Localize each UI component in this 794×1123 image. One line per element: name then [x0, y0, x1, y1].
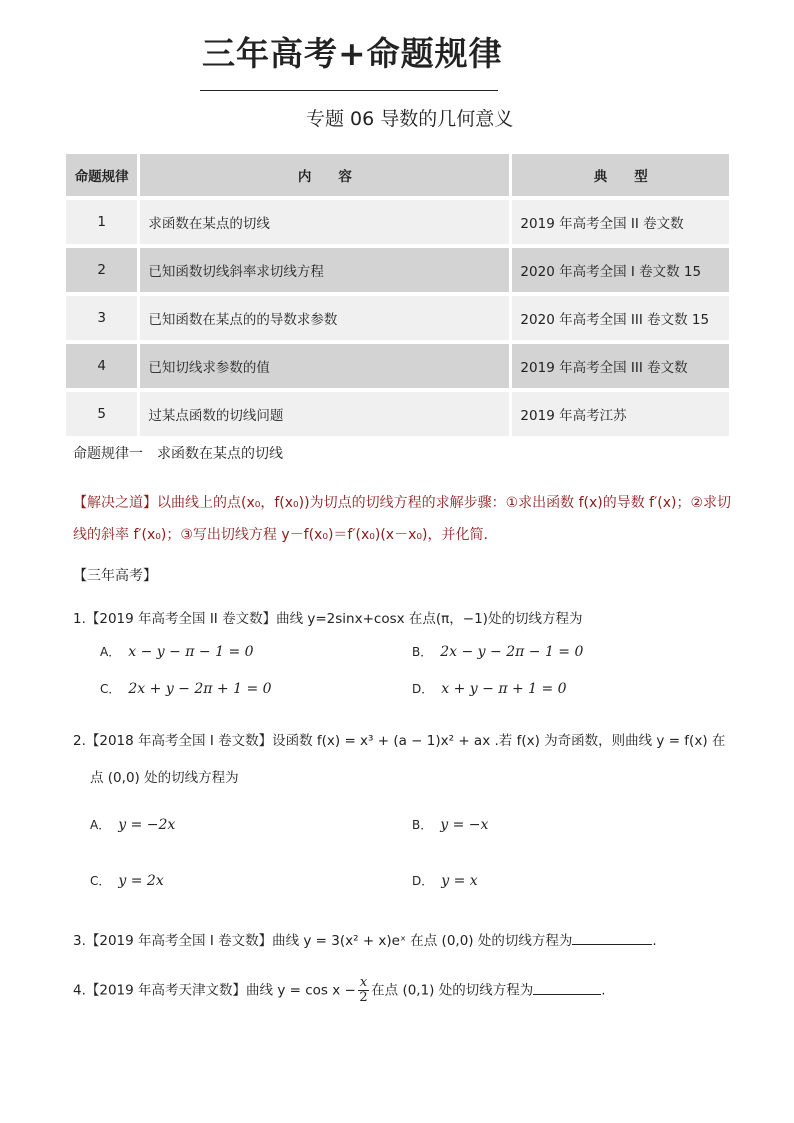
option-label: D．: [412, 682, 434, 696]
rule-number: 5: [66, 392, 137, 436]
option-label: B．: [412, 645, 433, 659]
rule-example: 2019 年高考全国 II 卷文数: [509, 200, 729, 244]
question-3-text: 3.【2019 年高考全国 I 卷文数】曲线 y = 3(x² + x)eˣ 在点 (0,0) 处的切线方程为: [73, 933, 573, 949]
option-value: y = −x: [440, 817, 489, 833]
rule-example: 2019 年高考全国 III 卷文数: [509, 344, 729, 388]
fraction-x-over-2: [358, 976, 369, 1005]
question-1-stem: 1.【2019 年高考全国 II 卷文数】曲线 y=2sinx+cosx 在点(π，−1)处的切线方程为: [73, 611, 583, 627]
table-row: [66, 200, 729, 244]
table-row: [66, 248, 729, 292]
question-2-option-a: [90, 816, 175, 833]
header-cell-content: 内 容: [137, 154, 509, 196]
option-value: y = −2x: [118, 817, 176, 833]
three-year-heading: 【三年高考】: [73, 568, 157, 584]
question-3-period: .: [652, 933, 657, 949]
question-2-stem-continued: 点 (0,0) 处的切线方程为: [90, 770, 239, 786]
rule-number: 3: [66, 296, 137, 340]
rule-number: 2: [66, 248, 137, 292]
question-2-option-c: [90, 872, 164, 889]
rule-number: 1: [66, 200, 137, 244]
option-label: A．: [100, 645, 121, 659]
question-2-option-d: [412, 872, 478, 889]
rule-example: 2020 年高考全国 III 卷文数 15: [509, 296, 729, 340]
table-header-row: [66, 154, 729, 196]
method-line-2: 线的斜率 f′(x₀)；③写出切线方程 y－f(x₀)＝f′(x₀)(x－x₀)，并化简．: [73, 527, 498, 543]
rule-content: 过某点函数的切线问题: [137, 392, 509, 436]
solution-method: [73, 487, 733, 551]
rule-number: 4: [66, 344, 137, 388]
option-label: C．: [100, 682, 121, 696]
question-4-period: .: [601, 982, 606, 999]
answer-blank[interactable]: [572, 932, 652, 945]
table-row: [66, 344, 729, 388]
question-1-option-b: [412, 643, 583, 660]
rules-table: [66, 150, 729, 440]
fraction-numerator: x: [359, 975, 368, 990]
question-4-stem: [73, 976, 606, 1005]
title-divider: [200, 90, 498, 91]
option-value: y = x: [441, 873, 478, 889]
option-label: A．: [90, 818, 111, 832]
option-value: x + y − π + 1 = 0: [441, 681, 567, 697]
topic-subtitle: 专题 06 导数的几何意义: [306, 108, 514, 130]
rule-example: 2019 年高考江苏: [509, 392, 729, 436]
method-line-1: 【解决之道】以曲线上的点(x₀，f(x₀))为切点的切线方程的求解步骤：①求出函数 f(x)的导数 f′(x)；②求切: [73, 495, 732, 511]
question-4-text-before: 4.【2019 年高考天津文数】曲线 y = cos x −: [73, 982, 356, 999]
rule-content: 已知切线求参数的值: [137, 344, 509, 388]
option-label: C．: [90, 874, 111, 888]
question-2-option-b: [412, 816, 488, 833]
question-1-option-a: [100, 643, 254, 660]
option-value: 2x − y − 2π − 1 = 0: [440, 644, 584, 660]
rule-content: 已知函数在某点的的导数求参数: [137, 296, 509, 340]
rule-content: 求函数在某点的切线: [137, 200, 509, 244]
table-row: [66, 392, 729, 436]
question-3-stem: [73, 929, 657, 949]
question-4-text-after: 在点 (0,1) 处的切线方程为: [371, 982, 534, 999]
header-cell-example: 典 型: [509, 154, 729, 196]
fraction-denominator: 2: [359, 990, 368, 1005]
answer-blank[interactable]: [533, 982, 601, 995]
section-heading: 命题规律一 求函数在某点的切线: [73, 446, 283, 462]
option-value: x − y − π − 1 = 0: [128, 644, 254, 660]
rule-content: 已知函数切线斜率求切线方程: [137, 248, 509, 292]
header-cell-rule: 命题规律: [66, 154, 137, 196]
question-2-stem: 2.【2018 年高考全国 I 卷文数】设函数 f(x) = x³ + (a − 1)x² + ax .若 f(x) 为奇函数，则曲线 y = f(x) 在: [73, 733, 726, 749]
question-1-option-c: [100, 680, 272, 697]
option-label: B．: [412, 818, 433, 832]
option-value: y = 2x: [118, 873, 164, 889]
question-1-option-d: [412, 680, 567, 697]
rule-example: 2020 年高考全国 I 卷文数 15: [509, 248, 729, 292]
option-value: 2x + y − 2π + 1 = 0: [128, 681, 272, 697]
option-label: D．: [412, 874, 434, 888]
table-row: [66, 296, 729, 340]
document-title: 三年高考+命题规律: [202, 34, 503, 73]
